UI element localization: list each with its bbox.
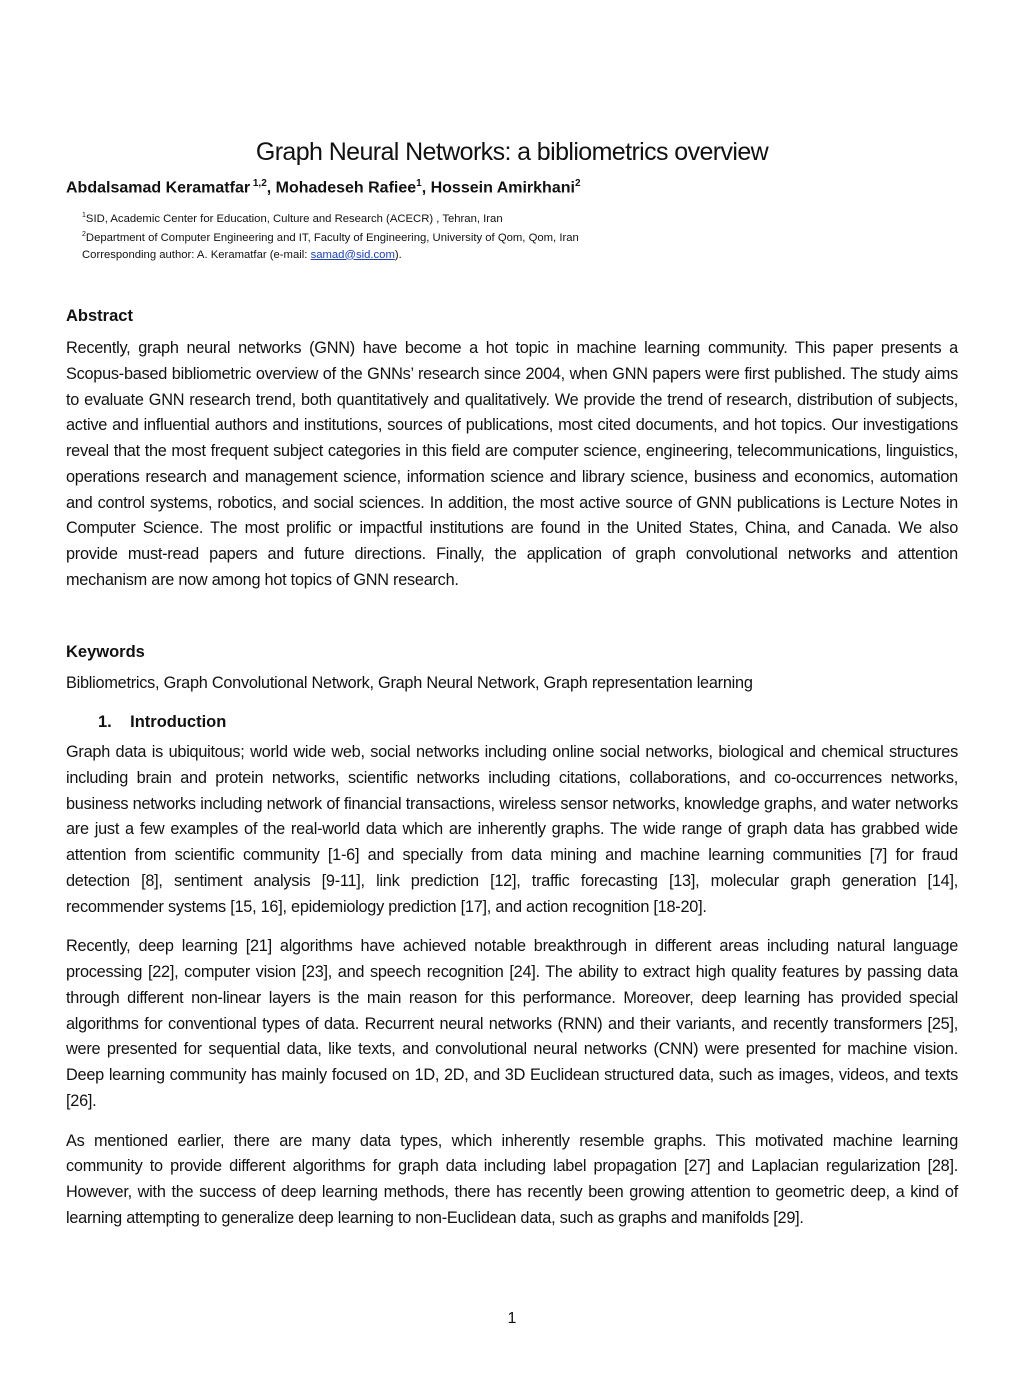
affiliation-mark: 2 (82, 231, 86, 239)
author-affiliation-mark: 2 (574, 178, 581, 189)
abstract-text: Recently, graph neural networks (GNN) have become a hot topic in machine learning community. This paper presents a Scopus-based bibliometric overview of the GNNs’ research since 2004, when GNN papers were first published. The study aims to evaluate GNN research trend, both quantitatively and qualitatively. We provide the trend of research, distribution of subjects, active and influential authors and institutions, sources of publications, most cited documents, and hot topics. Our investigations reveal that the most frequent subject categories in this field are computer science, engineering, telecommunications, linguistics, operations research and management science, information science and library science, business and economics, automation and control systems, robotics, and social sciences. In addition, the most active source of GNN publications is Lecture Notes in Computer Science. The most prolific or impactful institutions are found in the United States, China, and Canada. We also provide must-read papers and future directions. Finally, the application of graph convolutional networks and attention mechanism are now among hot topics of GNN research. (66, 339, 958, 589)
keywords-section (66, 643, 958, 697)
intro-paragraph: Graph data is ubiquitous; world wide web, social networks including online social networks, biological and chemical structures including brain and protein networks, scientific networks including citations, collaborations, and co-occurrences networks, business networks including network of financial transactions, wireless sensor networks, knowledge graphs, and water networks are just a few examples of the real-world data which are inherently graphs. The wide range of graph data has grabbed wide attention from scientific community [1-6] and specially from data mining and machine learning communities [7] for fraud detection [8], sentiment analysis [9-11], link prediction [12], traffic forecasting [13], molecular graph generation [14], recommender systems [15, 16], epidemiology prediction [17], and action recognition [18-20]. (66, 743, 958, 916)
keywords-heading: Keywords (66, 643, 145, 661)
affiliation-mark: 1 (82, 212, 86, 219)
section-title: Introduction (130, 713, 227, 731)
author-name: Hossein Amirkhani (430, 179, 575, 197)
section-number: 1. (98, 713, 112, 731)
introduction-heading (66, 713, 958, 732)
author-name: Abdalsamad Keramatfar (66, 179, 251, 197)
author-affiliation-mark: 1,2 (250, 178, 267, 189)
intro-paragraph: Recently, deep learning [21] algorithms have achieved notable breakthrough in different areas including natural language processing [22], computer vision [23], and speech recognition [24]. The ability to extract high quality features by passing data through different non-linear layers is the main reason for this performance. Moreover, deep learning has provided special algorithms for conventional types of data. Recurrent neural networks (RNN) and their variants, and recently transformers [25], were presented for sequential data, like texts, and convolutional neural networks (CNN) were presented for machine vision. Deep learning community has mainly focused on 1D, 2D, and 3D Euclidean structured data, such as images, videos, and texts [26]. (66, 937, 958, 1110)
affiliations (82, 208, 974, 263)
corresponding-label: Corresponding author: A. Keramatfar (e-mail: (82, 248, 311, 261)
corresponding-suffix: ). (394, 248, 402, 261)
author-affiliation-mark: 1 (416, 178, 422, 189)
affiliation-text: SID, Academic Center for Education, Culture and Research (ACECR) , Tehran, Iran (85, 212, 503, 225)
author-name: Mohadeseh Rafiee (275, 179, 417, 197)
affiliation-text: Department of Computer Engineering and IT, Faculty of Engineering, University of Qom, Qom, Iran (85, 232, 579, 245)
abstract-heading: Abstract (66, 307, 133, 325)
introduction-section (66, 713, 958, 1232)
intro-paragraph: As mentioned earlier, there are many data types, which inherently resemble graphs. This motivated machine learning community to provide different algorithms for graph data including label propagation [27] and Laplacian regularization [28]. However, with the success of deep learning methods, there has recently been growing attention to geometric deep, a kind of learning attempting to generalize deep learning to non-Euclidean data, such as graphs and manifolds [29]. (66, 1131, 958, 1227)
keywords-text: Bibliometrics, Graph Convolutional Network, Graph Neural Network, Graph representation learning (66, 674, 753, 692)
email-link[interactable]: samad@sid.com (310, 248, 395, 261)
affiliation (82, 227, 974, 246)
paper-title: Graph Neural Networks: a bibliometrics overview (255, 138, 769, 166)
page-number: 1 (507, 1310, 517, 1327)
abstract-section (66, 307, 958, 594)
affiliation (82, 208, 974, 227)
author-list: Abdalsamad Keramatfar $^{1,2}$, Mohadeseh Rafiee$^1$, Hossein Amirkhani$^2$ (66, 178, 581, 197)
corresponding-author (82, 247, 974, 264)
